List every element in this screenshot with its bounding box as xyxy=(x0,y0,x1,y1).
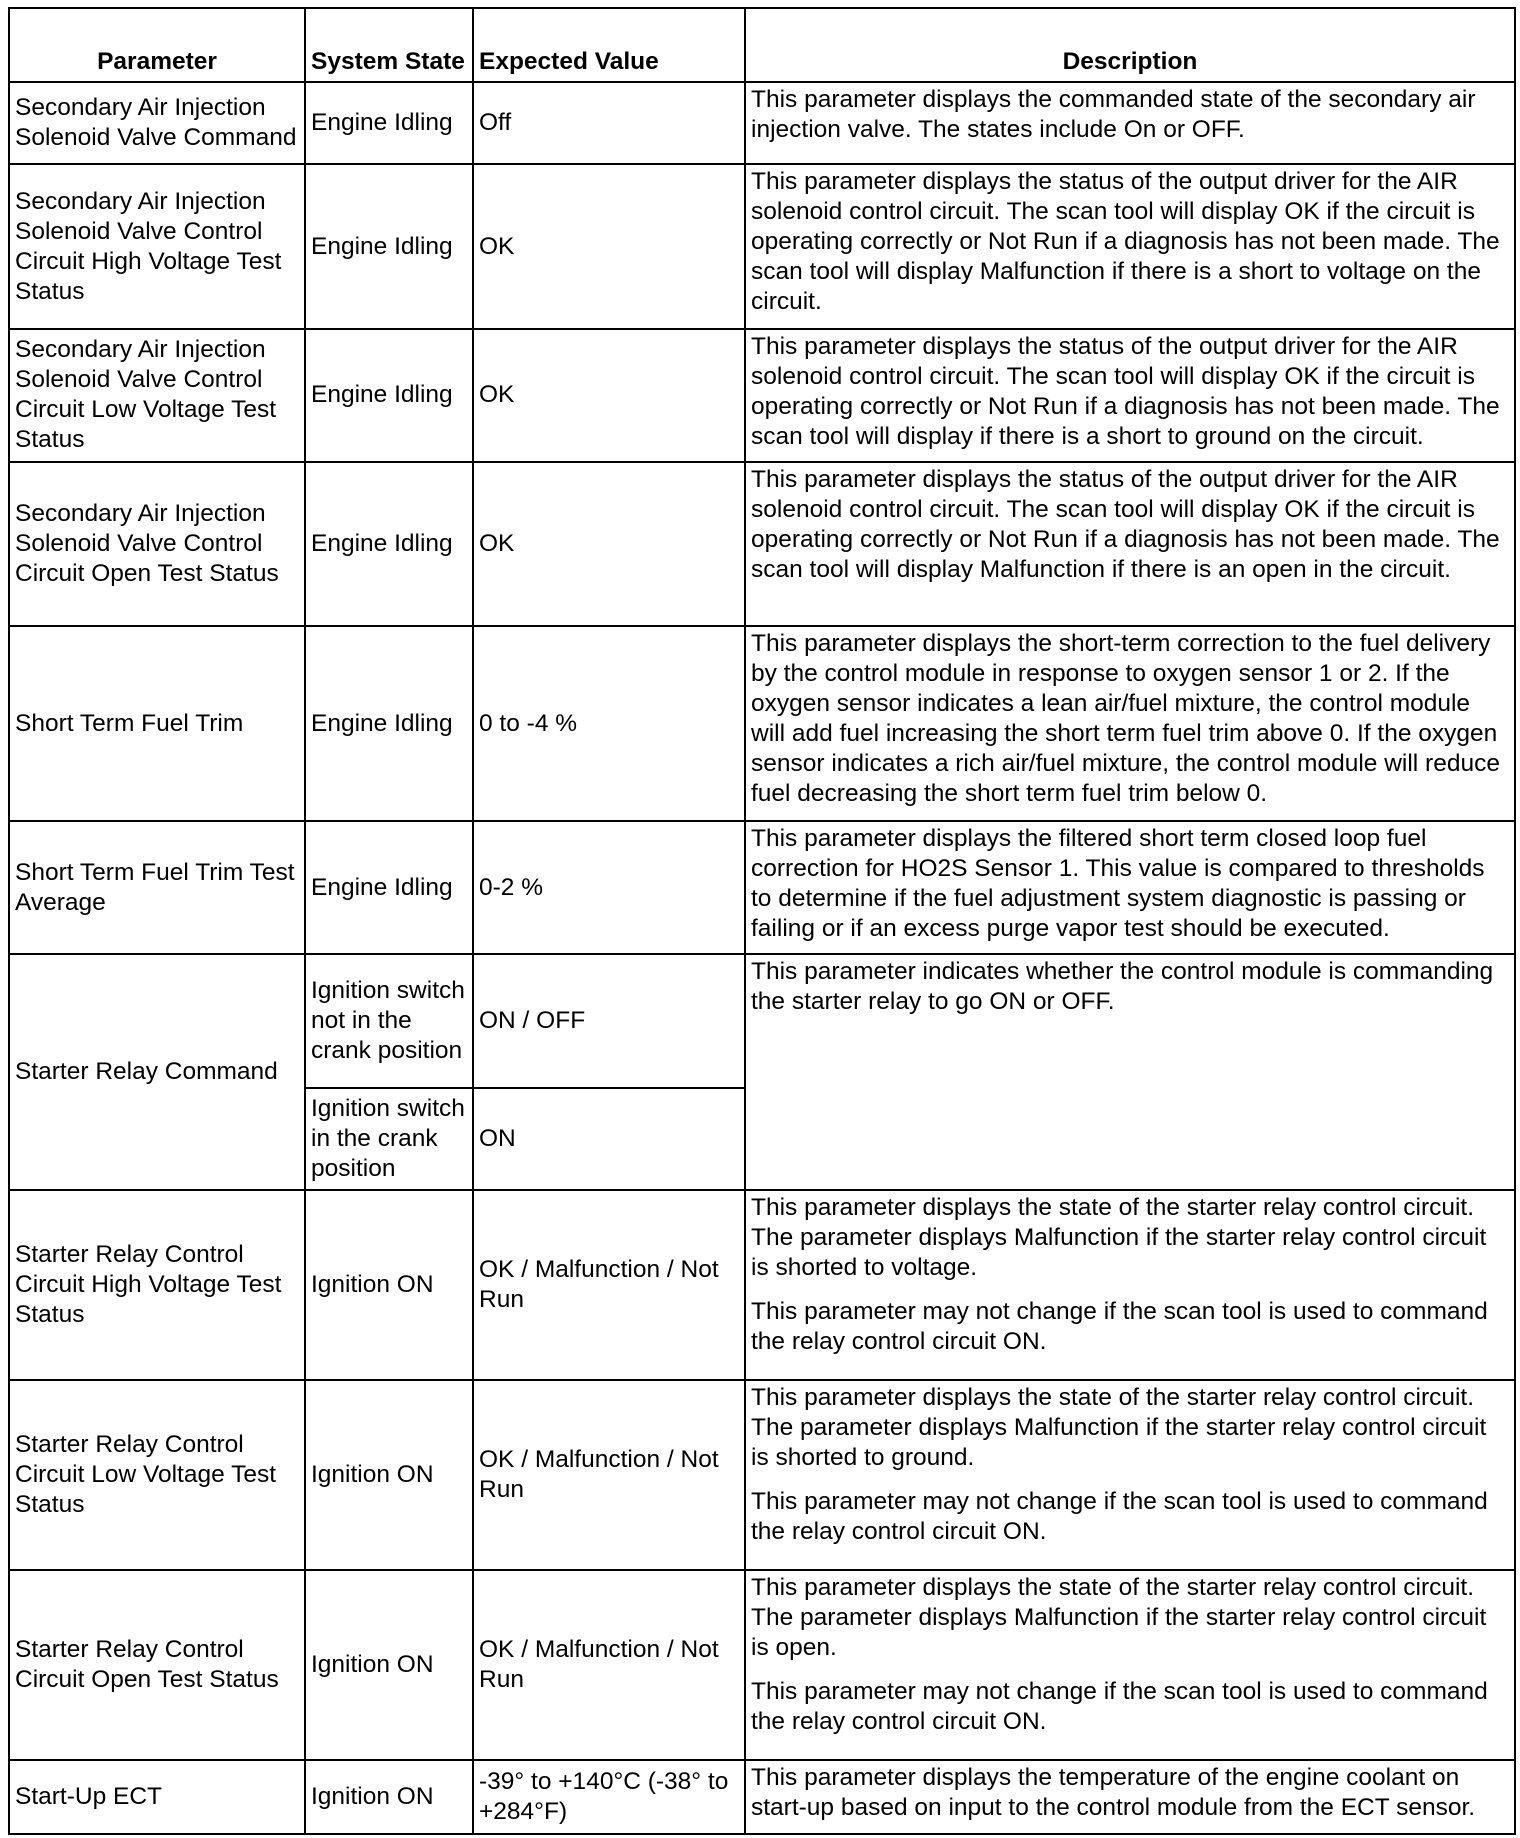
cell-parameter: Starter Relay Control Circuit High Voltage Test Status xyxy=(9,1190,305,1380)
description-paragraph: This parameter displays the state of the starter relay control circuit. The parameter displays Malfunction if the starter relay control circuit is shorted to voltage. xyxy=(751,1194,1487,1282)
description-paragraph: This parameter displays the status of the output driver for the AIR solenoid control circuit. The scan tool will display OK if the circuit is operating correctly or Not Run if a diagnosis has not been made. The scan tool will display if there is a short to ground on the circuit. xyxy=(751,332,1500,450)
description-paragraph: This parameter displays the status of the output driver for the AIR solenoid control circuit. The scan tool will display OK if the circuit is operating correctly or Not Run if a diagnosis has not been made. The scan tool will display Malfunction if there is a short to voltage on the circuit. xyxy=(751,168,1500,316)
cell-expected-value: ON xyxy=(473,1088,745,1190)
description-paragraph: This parameter may not change if the scan tool is used to command the relay control circuit ON. xyxy=(751,1488,1488,1546)
cell-parameter: Starter Relay Control Circuit Open Test Status xyxy=(9,1570,305,1760)
cell-description xyxy=(745,1760,1515,1834)
cell-parameter: Secondary Air Injection Solenoid Valve Control Circuit High Voltage Test Status xyxy=(9,164,305,329)
description-paragraph: This parameter displays the temperature of the engine coolant on start-up based on input to the control module from the ECT sensor. xyxy=(751,1763,1476,1821)
cell-expected-value: OK / Malfunction / Not Run xyxy=(473,1570,745,1760)
cell-system-state: Engine Idling xyxy=(305,626,473,821)
header-row xyxy=(9,8,1515,82)
description-paragraph: This parameter displays the state of the starter relay control circuit. The parameter displays Malfunction if the starter relay control circuit is open. xyxy=(751,1573,1487,1661)
cell-description xyxy=(745,626,1515,821)
cell-system-state: Ignition ON xyxy=(305,1570,473,1760)
cell-system-state: Ignition ON xyxy=(305,1380,473,1570)
table-row xyxy=(9,1570,1515,1760)
cell-system-state: Engine Idling xyxy=(305,329,473,462)
cell-expected-value: 0 to -4 % xyxy=(473,626,745,821)
header-parameter: Parameter xyxy=(9,8,305,82)
description-paragraph: This parameter may not change if the scan tool is used to command the relay control circuit ON. xyxy=(751,1298,1488,1356)
description-paragraph: This parameter indicates whether the control module is commanding the starter relay to go ON or OFF. xyxy=(751,958,1494,1016)
cell-expected-value: -39° to +140°C (-38° to +284°F) xyxy=(473,1760,745,1834)
table-row xyxy=(9,821,1515,955)
cell-expected-value: OK xyxy=(473,164,745,329)
cell-parameter: Secondary Air Injection Solenoid Valve Control Circuit Open Test Status xyxy=(9,462,305,627)
cell-expected-value: OK xyxy=(473,462,745,627)
cell-parameter: Secondary Air Injection Solenoid Valve Control Circuit Low Voltage Test Status xyxy=(9,329,305,462)
table-row xyxy=(9,954,1515,1088)
cell-parameter: Secondary Air Injection Solenoid Valve Command xyxy=(9,82,305,164)
description-paragraph: This parameter displays the short-term correction to the fuel delivery by the control module in response to oxygen sensor 1 or 2. If the oxygen sensor indicates a lean air/fuel mixture, the control module will add fuel increasing the short term fuel trim above 0. If the oxygen sensor indicates a rich air/fuel mixture, the control module will reduce fuel decreasing the short term fuel trim below 0. xyxy=(751,630,1500,808)
description-paragraph: This parameter displays the state of the starter relay control circuit. The parameter displays Malfunction if the starter relay control circuit is shorted to ground. xyxy=(751,1384,1487,1472)
cell-system-state: Ignition ON xyxy=(305,1760,473,1834)
cell-description xyxy=(745,954,1515,1190)
cell-description xyxy=(745,1380,1515,1570)
cell-description xyxy=(745,164,1515,329)
cell-expected-value: OK / Malfunction / Not Run xyxy=(473,1380,745,1570)
table-row xyxy=(9,462,1515,627)
cell-parameter: Start-Up ECT xyxy=(9,1760,305,1834)
cell-expected-value: ON / OFF xyxy=(473,954,745,1088)
table-row xyxy=(9,1760,1515,1834)
cell-expected-value: Off xyxy=(473,82,745,164)
cell-system-state: Engine Idling xyxy=(305,164,473,329)
cell-system-state: Engine Idling xyxy=(305,821,473,955)
cell-parameter: Short Term Fuel Trim Test Average xyxy=(9,821,305,955)
header-system-state: System State xyxy=(305,8,473,82)
table-row xyxy=(9,1190,1515,1380)
cell-system-state: Engine Idling xyxy=(305,462,473,627)
cell-expected-value: 0-2 % xyxy=(473,821,745,955)
cell-description xyxy=(745,462,1515,627)
description-paragraph: This parameter displays the filtered short term closed loop fuel correction for HO2S Sensor 1. This value is compared to thresholds to determine if the fuel adjustment system diagnostic is passing or failing or if an excess purge vapor test should be executed. xyxy=(751,824,1485,942)
cell-parameter: Starter Relay Command xyxy=(9,954,305,1190)
cell-system-state: Ignition switch in the crank position xyxy=(305,1088,473,1190)
table-row xyxy=(9,164,1515,329)
cell-expected-value: OK xyxy=(473,329,745,462)
table-row xyxy=(9,329,1515,462)
table-row xyxy=(9,82,1515,164)
description-paragraph: This parameter displays the commanded state of the secondary air injection valve. The states include On or OFF. xyxy=(751,86,1476,143)
cell-description xyxy=(745,821,1515,955)
cell-expected-value: OK / Malfunction / Not Run xyxy=(473,1190,745,1380)
parameter-table xyxy=(8,7,1516,1835)
cell-description xyxy=(745,82,1515,164)
description-paragraph: This parameter displays the status of the output driver for the AIR solenoid control circuit. The scan tool will display OK if the circuit is operating correctly or Not Run if a diagnosis has not been made. The scan tool will display Malfunction if there is an open in the circuit. xyxy=(751,465,1500,583)
cell-system-state: Ignition ON xyxy=(305,1190,473,1380)
header-expected-value: Expected Value xyxy=(473,8,745,82)
cell-system-state: Ignition switch not in the crank position xyxy=(305,954,473,1088)
cell-system-state: Engine Idling xyxy=(305,82,473,164)
cell-parameter: Short Term Fuel Trim xyxy=(9,626,305,821)
cell-parameter: Starter Relay Control Circuit Low Voltage Test Status xyxy=(9,1380,305,1570)
cell-description xyxy=(745,1190,1515,1380)
cell-description xyxy=(745,329,1515,462)
cell-description xyxy=(745,1570,1515,1760)
table-row xyxy=(9,626,1515,821)
description-paragraph: This parameter may not change if the scan tool is used to command the relay control circuit ON. xyxy=(751,1677,1488,1735)
header-description: Description xyxy=(745,8,1515,82)
table-row xyxy=(9,1380,1515,1570)
